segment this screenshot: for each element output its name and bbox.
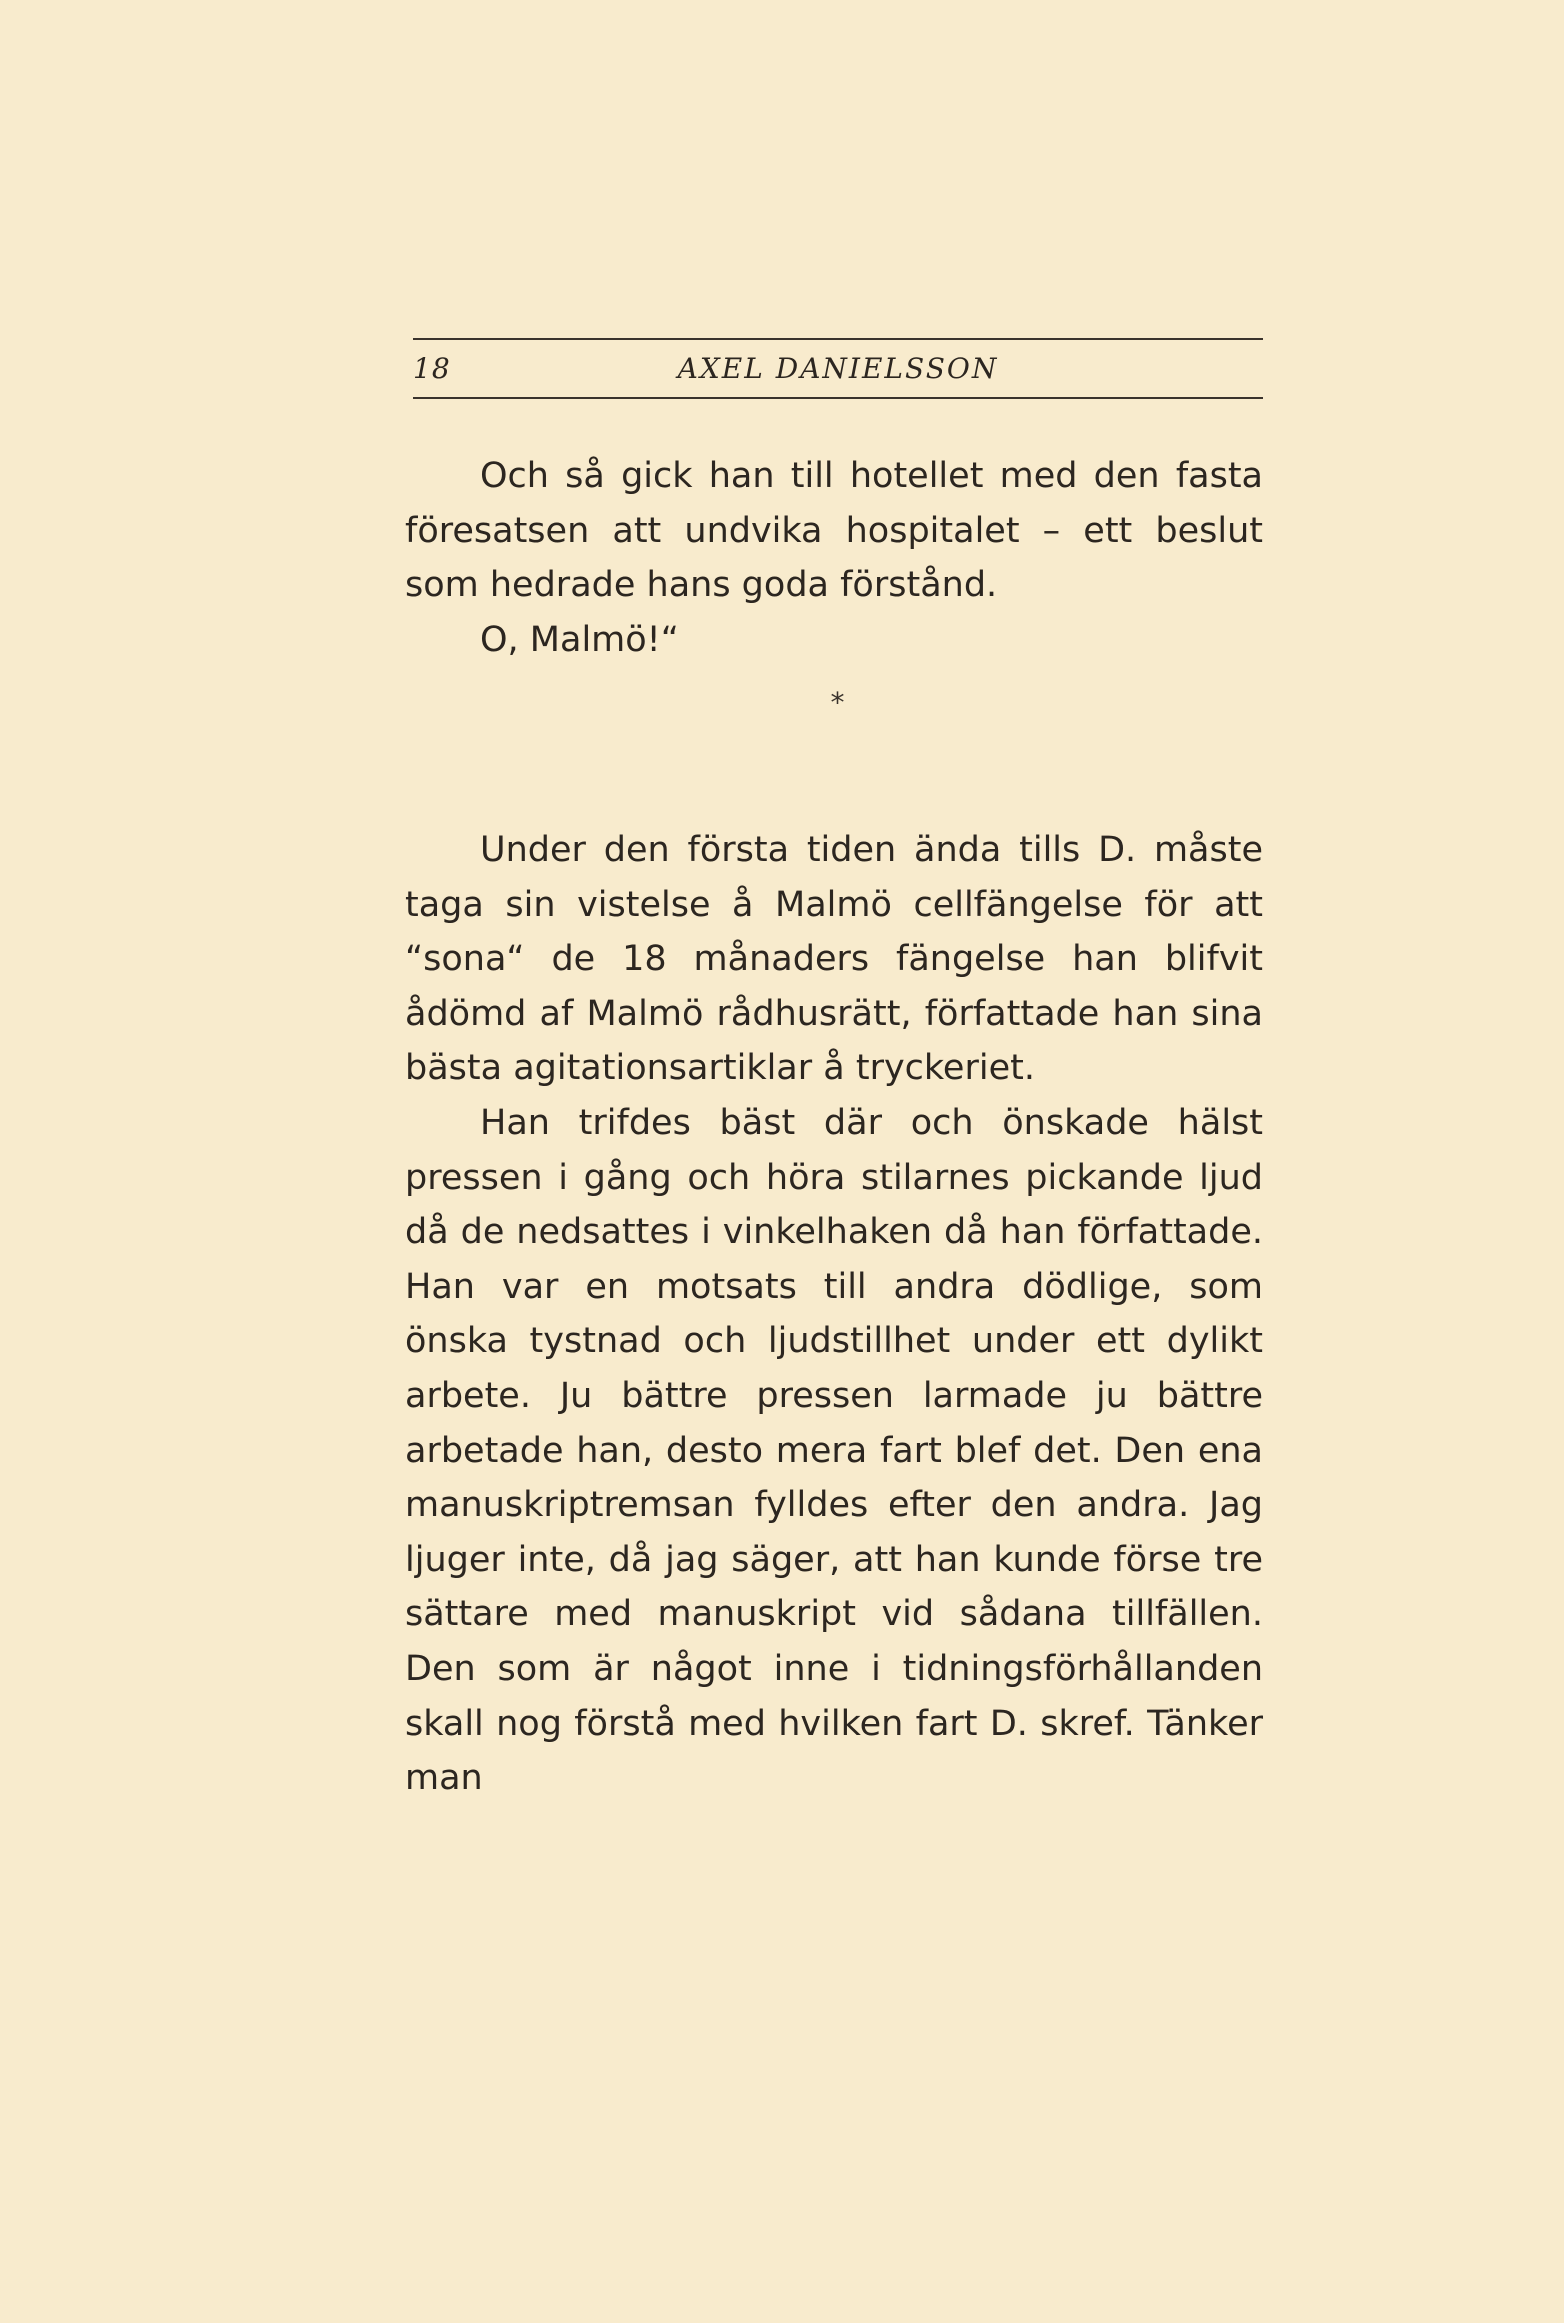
text-section-2	[405, 823, 1263, 1806]
paragraph: Under den första tiden ända tills D. måste taga sin vistelse å Malmö cellfängelse för att “sona“ de 18 månaders fängelse han blifvit ådömd af Malmö rådhusrätt, författade han sina bästa agitationsartiklar å tryckeriet.	[405, 830, 1263, 1089]
section-separator: *	[830, 686, 845, 719]
page-number: 18	[413, 352, 451, 385]
paragraph: Och så gick han till hotellet med den fasta föresatsen att undvika hospitalet – ett beslut som hedrade hans goda förstånd.	[405, 456, 1263, 606]
text-section-1	[405, 449, 1263, 667]
running-title: AXEL DANIELSSON	[677, 352, 999, 385]
header-rule-top	[413, 338, 1263, 340]
paragraph: Han trifdes bäst där och önskade hälst pressen i gång och höra stilarnes pickande ljud då de nedsattes i vinkelhaken då han författade. Han var en motsats till andra dödlige, som önska tystnad och ljudstillhet under ett dylikt arbete. Ju bättre pressen larmade ju bättre arbetade han, desto mera fart blef det. Den ena manuskriptremsan fylldes efter den andra. Jag ljuger inte, då jag säger, att han kunde förse tre sättare med manuskript vid sådana tillfällen. Den som är något inne i tidningsförhållanden skall nog förstå med hvilken fart D. skref. Tänker man	[405, 1102, 1263, 1799]
header-rule-bottom	[413, 397, 1263, 399]
running-header	[413, 348, 1263, 388]
paragraph: O, Malmö!“	[480, 619, 679, 660]
